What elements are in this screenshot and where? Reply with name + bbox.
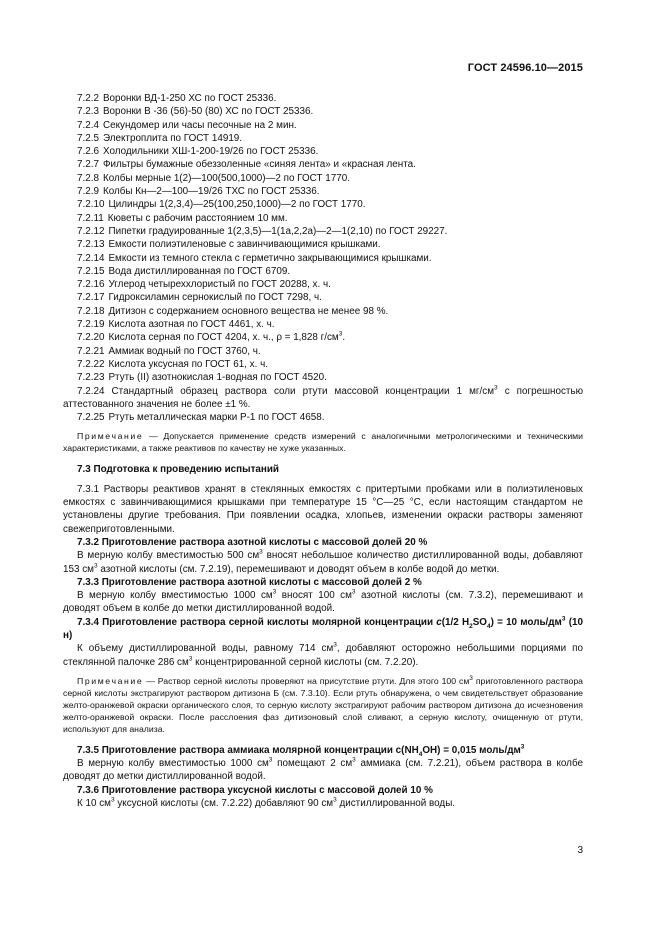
list-item bbox=[63, 198, 583, 211]
subsection-title-7-3-2: 7.3.2 Приготовление раствора азотной кислоты с массовой долей 20 % bbox=[77, 536, 428, 548]
item-number: 7.2.11 bbox=[77, 212, 104, 224]
item-text: Вода дистиллированная по ГОСТ 6709. bbox=[108, 265, 291, 277]
superscript: 3 bbox=[520, 743, 525, 751]
item-number: 7.2.7 bbox=[77, 159, 99, 171]
item-text: Секундомер или часы песочные на 2 мин. bbox=[102, 119, 297, 131]
text: аммиака (см. 7.2.21), объем раствора в колбе доводят до метки дистиллированной водой. bbox=[63, 758, 583, 783]
list-item bbox=[63, 158, 583, 171]
item-number: 7.2.24 bbox=[77, 385, 105, 397]
item-number: 7.2.15 bbox=[77, 265, 105, 277]
list-item bbox=[63, 252, 583, 265]
subsection-title-7-3-3: 7.3.3 Приготовление раствора азотной кислоты с массовой долей 2 % bbox=[77, 576, 422, 588]
text: уксусной кислоты (см. 7.2.22) добавляют 90 см bbox=[114, 798, 334, 810]
para-7-3-4 bbox=[63, 642, 583, 669]
superscript: 3 bbox=[494, 384, 498, 392]
item-text: Воронки ВД-1-250 ХС по ГОСТ 25336. bbox=[102, 93, 277, 104]
item-number: 7.2.8 bbox=[77, 172, 99, 184]
text: 7.3.5 Приготовление раствора аммиака молярной концентрации c(NH bbox=[77, 744, 419, 756]
list-item bbox=[63, 145, 583, 158]
subscript: 4 bbox=[418, 750, 423, 758]
text: азотной кислоты (см. 7.2.19), перемешивают и доводят объем в колбе водой до метки. bbox=[97, 563, 500, 575]
list-item bbox=[63, 305, 583, 318]
item-text: Углерод четыреххлористый по ГОСТ 20288, х. ч. bbox=[108, 279, 331, 291]
note-1 bbox=[63, 430, 583, 454]
note-label: Примечание bbox=[77, 675, 144, 686]
note-2 bbox=[63, 675, 583, 735]
text: вносят 100 см bbox=[276, 590, 352, 602]
list-item bbox=[63, 345, 583, 358]
list-item bbox=[63, 265, 583, 278]
superscript: 3 bbox=[338, 331, 343, 339]
text: К 10 см bbox=[77, 798, 111, 810]
item-text: Пипетки градуированные 1(2,3,5)—1(1а,2,2а)—2—1(2,10) по ГОСТ 29227. bbox=[108, 225, 448, 237]
text: В мерную колбу вместимостью 1000 см bbox=[77, 590, 273, 602]
list-item bbox=[63, 318, 583, 331]
item-text: Емкости полиэтиленовые с завинчивающимися крышками. bbox=[108, 239, 381, 251]
list-item bbox=[63, 212, 583, 225]
item-number: 7.2.14 bbox=[77, 252, 105, 264]
superscript: 3 bbox=[351, 588, 356, 596]
item-number: 7.2.6 bbox=[77, 146, 99, 158]
item-text: Цилиндры 1(2,3,4)—25(100,250,1000)—2 по ГОСТ 1770. bbox=[108, 199, 366, 211]
text: ) = 10 моль/дм bbox=[490, 616, 562, 628]
item-number: 7.2.18 bbox=[77, 305, 105, 317]
item-text: Кюветы с рабочим расстоянием 10 мм. bbox=[107, 212, 288, 224]
para-7-3-1: 7.3.1 Растворы реактивов хранят в стеклянных емкостях с притертыми пробками или в полиэтиленовых емкостях с завинчивающимися крышками при температуре 15 °С—25 °С, если настоящим стандартом не установлены другие требования. При появлении осадка, хлопьев, изменении окраски растворы заменяют свежеприготовленными. bbox=[63, 483, 583, 535]
item-7-2-24 bbox=[63, 385, 583, 412]
item-number: 7.2.10 bbox=[77, 199, 105, 211]
item-number: 7.2.25 bbox=[77, 412, 105, 424]
para-7-3-2 bbox=[63, 549, 583, 576]
note-text: приготовленного раствора серной кислоты экстрагируют раствором дитизона Б (см. 7.3.10). Если ртуть обнаружена, о чем свидетельствует образование желто-оранжевой окраски органического слоя, то серную кислоту экстрагируют рабочим раствором дитизона до исчезновения желто-оранжевой окраски. После расслоения фаз дитизоновый слой сливают, а серную кислоту, очищенную от ртути, используют для анализа. bbox=[63, 675, 583, 734]
subscript: 2 bbox=[469, 622, 473, 630]
list-item bbox=[63, 105, 583, 118]
item-number: 7.2.20 bbox=[77, 332, 105, 344]
superscript: 3 bbox=[469, 674, 473, 682]
doc-number: ГОСТ 24596.10—2015 bbox=[467, 62, 583, 74]
list-item bbox=[63, 92, 583, 105]
list-item bbox=[63, 331, 583, 344]
superscript: 3 bbox=[333, 796, 337, 804]
item-number: 7.2.23 bbox=[77, 372, 105, 384]
page-content bbox=[63, 92, 583, 810]
para-7-3-5 bbox=[63, 757, 583, 784]
superscript: 3 bbox=[259, 548, 263, 556]
text: вносят небольшое количество дистиллированной воды, добавляют 153 см bbox=[63, 550, 583, 575]
item-number: 7.2.4 bbox=[77, 119, 99, 131]
item-text: Ртуть металлическая марки Р-1 по ГОСТ 4658. bbox=[108, 412, 325, 424]
item-text: Холодильники ХШ-1-200-19/26 по ГОСТ 25336. bbox=[102, 146, 319, 158]
item-text: Кислота серная по ГОСТ 4204, х. ч., ρ = 1,828 г/см bbox=[108, 332, 339, 344]
text: OH) = 0,015 моль/дм bbox=[422, 744, 521, 756]
item-number: 7.2.5 bbox=[77, 132, 99, 144]
superscript: 3 bbox=[110, 796, 115, 804]
item-text: Ртуть (II) азотнокислая 1-водная по ГОСТ 4520. bbox=[108, 372, 327, 384]
text: азотной кислоты (см. 7.3.2), перемешивают и доводят объем в колбе до метки дистиллированной водой. bbox=[63, 590, 583, 615]
superscript: 3 bbox=[93, 562, 98, 570]
item-number: 7.2.9 bbox=[77, 186, 99, 198]
text: К объему дистиллированной воды, равному 714 см bbox=[77, 643, 334, 655]
subsection-title-7-3-5 bbox=[63, 744, 583, 757]
text: , добавляют осторожно небольшими порциями по стеклянной палочке 286 см bbox=[63, 643, 583, 668]
text: (1/2 H bbox=[441, 616, 470, 628]
item-text: Гидроксиламин сернокислый по ГОСТ 7298, ч. bbox=[108, 292, 322, 304]
page-number: 3 bbox=[577, 845, 583, 856]
item-number: 7.2.19 bbox=[77, 319, 105, 331]
list-item bbox=[63, 371, 583, 384]
equipment-list bbox=[63, 92, 583, 385]
item-text: Емкости из темного стекла с герметично закрывающимися крышками. bbox=[108, 252, 432, 264]
item-text-cont: . bbox=[342, 332, 346, 344]
para-7-3-6 bbox=[63, 797, 583, 810]
item-text: Фильтры бумажные обеззоленные «синяя лента» и «красная лента. bbox=[102, 159, 416, 171]
item-number: 7.2.17 bbox=[77, 292, 105, 304]
list-item bbox=[63, 238, 583, 251]
item-text: Колбы Кн—2—100—19/26 ТХС по ГОСТ 25336. bbox=[102, 186, 320, 198]
item-text: Кислота уксусная по ГОСТ 61, х. ч. bbox=[108, 358, 268, 370]
item-text: Кислота азотная по ГОСТ 4461, х. ч. bbox=[108, 319, 275, 331]
superscript: 3 bbox=[561, 615, 566, 623]
text: дистиллированной воды. bbox=[336, 798, 456, 810]
item-text: Стандартный образец раствора соли ртути массовой концентрации 1 мг/см bbox=[111, 385, 495, 397]
text: (10 н) bbox=[63, 616, 583, 641]
list-item bbox=[63, 119, 583, 132]
text: концентрированной серной кислоты (см. 7.2.20). bbox=[192, 656, 419, 668]
item-number: 7.2.2 bbox=[77, 93, 99, 104]
text: В мерную колбу вместимостью 1000 см bbox=[77, 758, 269, 770]
section-title-7-3: 7.3 Подготовка к проведению испытаний bbox=[77, 464, 280, 476]
item-number: 7.2.13 bbox=[77, 239, 105, 251]
list-item bbox=[63, 132, 583, 145]
text: SO bbox=[472, 616, 487, 628]
item-number: 7.2.22 bbox=[77, 358, 105, 370]
note-text: — Допускается применение средств измерений с аналогичными метрологическими и техническими характеристиками, а также реактивов по качеству не хуже указанных. bbox=[63, 431, 583, 454]
para-7-3-3 bbox=[63, 589, 583, 616]
list-item bbox=[63, 278, 583, 291]
item-number: 7.2.3 bbox=[77, 106, 99, 118]
subsection-title-7-3-6: 7.3.6 Приготовление раствора уксусной кислоты с массовой долей 10 % bbox=[77, 784, 433, 796]
text: c bbox=[436, 616, 442, 628]
list-item bbox=[63, 358, 583, 371]
list-item bbox=[63, 172, 583, 185]
superscript: 3 bbox=[268, 756, 273, 764]
list-item bbox=[63, 225, 583, 238]
subscript: 4 bbox=[487, 622, 491, 630]
list-item bbox=[63, 185, 583, 198]
item-text: Воронки В -36 (56)-50 (80) ХС по ГОСТ 25336. bbox=[102, 106, 314, 118]
note-text: — Раствор серной кислоты проверяют на присутствие ртути. Для этого 100 см bbox=[143, 675, 470, 686]
item-text: Колбы мерные 1(2)—100(500,1000)—2 по ГОСТ 1770. bbox=[102, 172, 350, 184]
superscript: 3 bbox=[333, 641, 337, 649]
item-number: 7.2.16 bbox=[77, 279, 105, 291]
subsection-title-7-3-4 bbox=[63, 616, 583, 643]
item-text-cont: с погрешностью аттестованного значения не более ±1 %. bbox=[63, 385, 583, 410]
superscript: 3 bbox=[188, 655, 193, 663]
text: помещают 2 см bbox=[272, 758, 353, 770]
item-7-2-25 bbox=[63, 411, 583, 424]
item-text: Электроплита по ГОСТ 14919. bbox=[102, 132, 243, 144]
superscript: 3 bbox=[352, 756, 356, 764]
item-number: 7.2.21 bbox=[77, 345, 105, 357]
superscript: 3 bbox=[272, 588, 277, 596]
item-number: 7.2.12 bbox=[77, 225, 105, 237]
item-text: Аммиак водный по ГОСТ 3760, ч. bbox=[108, 345, 261, 357]
text: 7.3.4 Приготовление раствора серной кислоты молярной концентрации bbox=[77, 616, 437, 628]
item-text: Дитизон с содержанием основного вещества не менее 98 %. bbox=[108, 305, 389, 317]
note-label: Примечание bbox=[77, 431, 144, 442]
text: В мерную колбу вместимостью 500 см bbox=[77, 550, 260, 562]
list-item bbox=[63, 291, 583, 304]
